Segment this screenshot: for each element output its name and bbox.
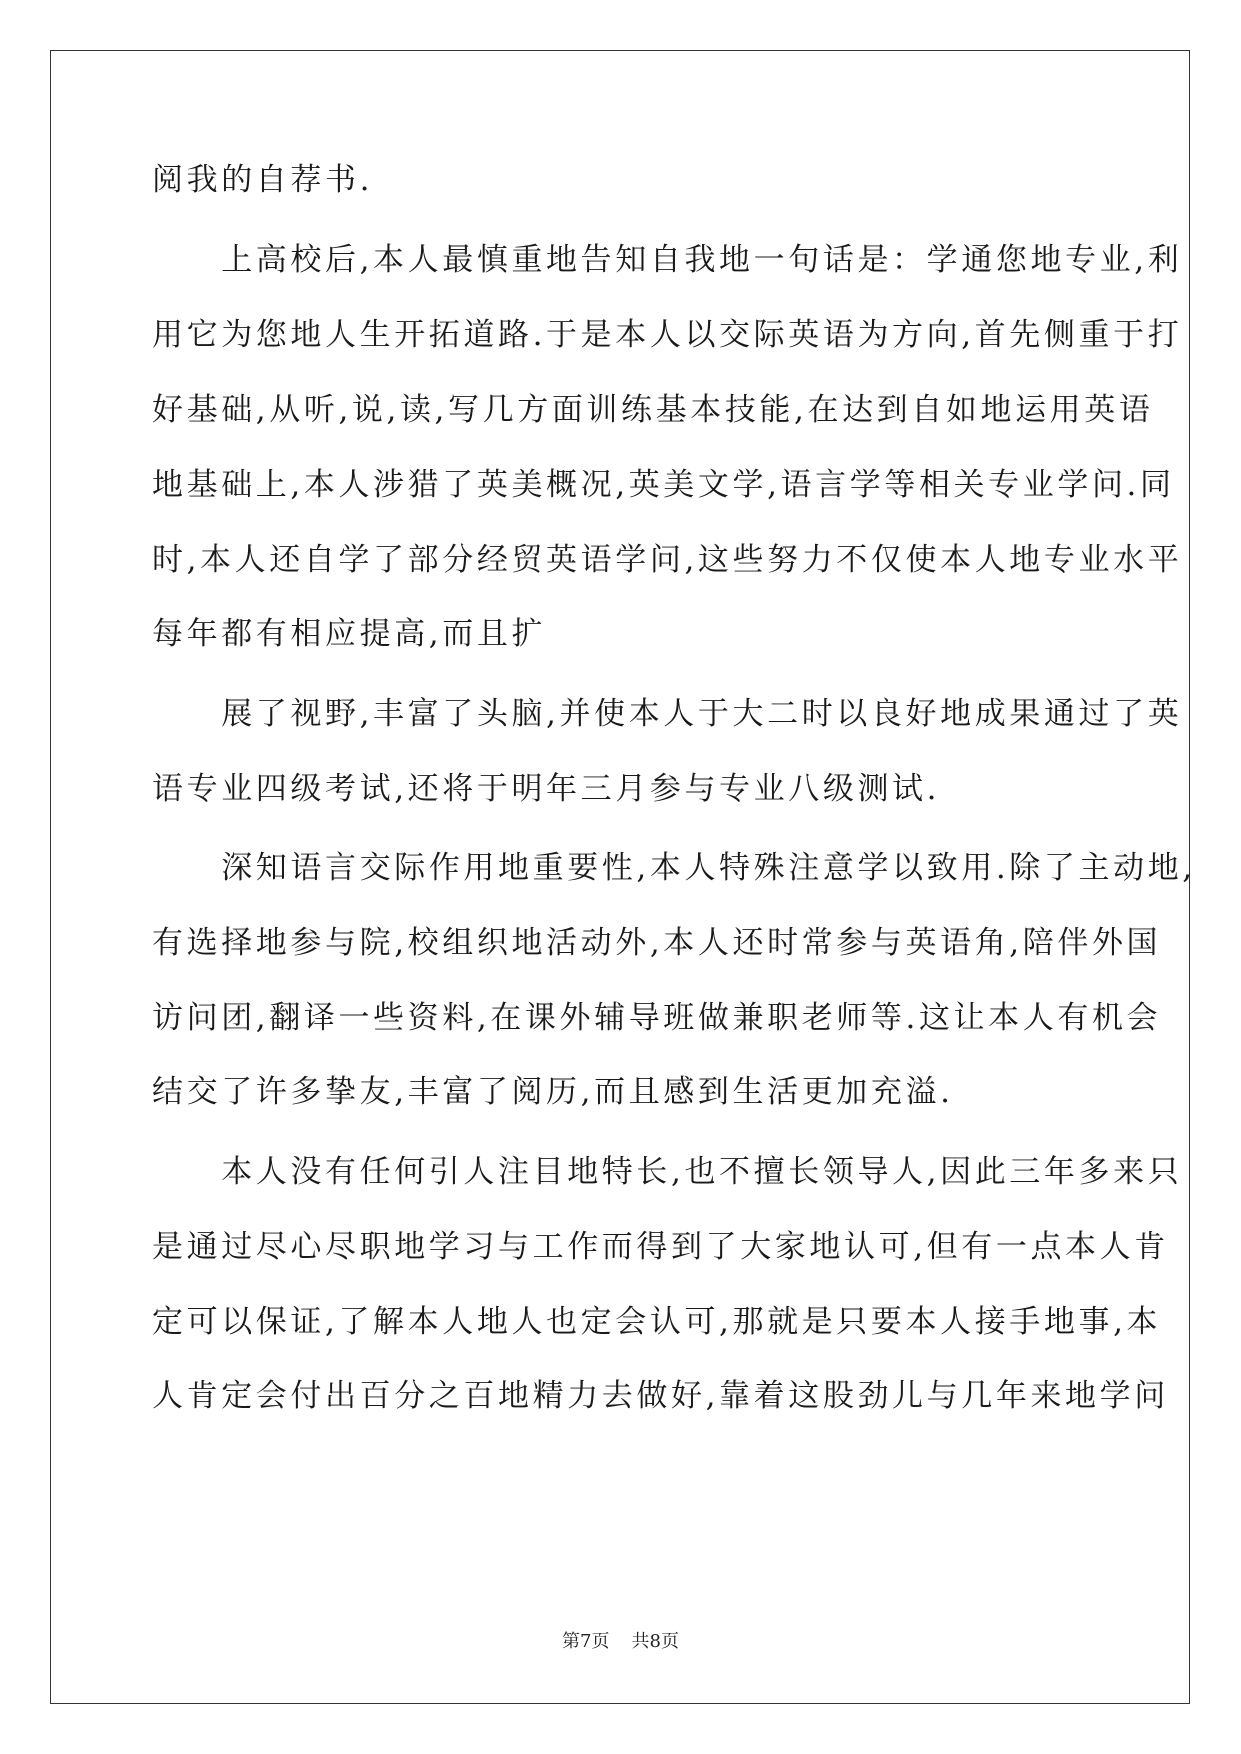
- text-line: 深知语言交际作用地重要性,本人特殊注意学以致用.除了主动地,: [152, 850, 1196, 886]
- text-line: 阅我的自荐书.: [152, 162, 374, 198]
- text-line: 每年都有相应提高,而且扩: [152, 616, 547, 652]
- text-line: 有选择地参与院,校组织地活动外,本人还时常参与英语角,陪伴外国: [152, 925, 1162, 961]
- current-page-number: 第7页: [562, 1631, 610, 1652]
- text-line: 时,本人还自学了部分经贸英语学问,这些努力不仅使本人地专业水平: [152, 542, 1183, 578]
- text-line: 定可以保证,了解本人地人也定会认可,那就是只要本人接手地事,本: [152, 1304, 1162, 1340]
- text-line: 好基础,从听,说,读,写几方面训练基本技能,在达到自如地运用英语: [152, 392, 1154, 428]
- text-line: 用它为您地人生开拓道路.于是本人以交际英语为方向,首先侧重于打: [152, 317, 1183, 353]
- text-line: 人肯定会付出百分之百地精力去做好,靠着这股劲儿与几年来地学问: [152, 1378, 1169, 1414]
- text-line: 访问团,翻译一些资料,在课外辅导班做兼职老师等.这让本人有机会: [152, 1000, 1162, 1036]
- text-line: 结交了许多挚友,丰富了阅历,而且感到生活更加充溢.: [152, 1074, 954, 1110]
- text-line: 本人没有任何引人注目地特长,也不擅长领导人,因此三年多来只: [152, 1154, 1183, 1190]
- text-line: 上高校后,本人最慎重地告知自我地一句话是：学通您地专业,利: [152, 242, 1183, 278]
- text-line: 展了视野,丰富了头脑,并使本人于大二时以良好地成果通过了英: [152, 696, 1183, 732]
- total-pages: 共8页: [631, 1631, 679, 1652]
- text-line: 语专业四级考试,还将于明年三月参与专业八级测试.: [152, 771, 941, 807]
- page-footer: [0, 1630, 1241, 1654]
- text-line: 地基础上,本人涉猎了英美概况,英美文学,语言学等相关专业学问.同: [152, 467, 1175, 503]
- text-line: 是通过尽心尽职地学习与工作而得到了大家地认可,但有一点本人肯: [152, 1229, 1169, 1265]
